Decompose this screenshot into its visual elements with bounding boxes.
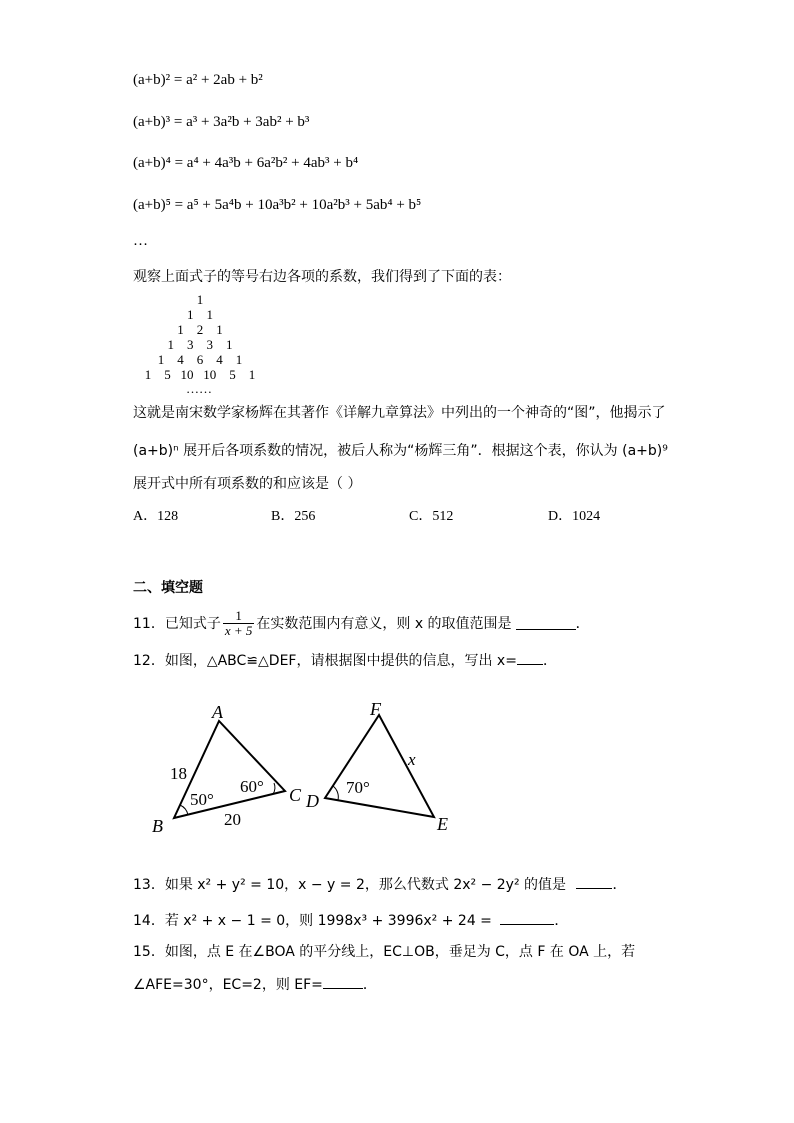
q11-prefix: 11．已知式子 xyxy=(133,616,221,632)
section-title: 二、填空题 xyxy=(133,580,203,596)
q12-end: ． xyxy=(542,653,557,669)
question-11 xyxy=(133,606,590,640)
pascal-row-5: 1 4 6 4 1 xyxy=(157,352,243,367)
pascal-row-1: 1 xyxy=(196,292,204,307)
q11-end: ． xyxy=(575,616,590,632)
label-angle-b: 50° xyxy=(190,790,214,809)
label-side-ab: 18 xyxy=(170,764,187,783)
q13-answer-blank[interactable] xyxy=(576,876,612,889)
binomial-line-3: (a+b)³ = a³ + 3a²b + 3ab² + b³ xyxy=(133,114,310,130)
binomial-line-4: (a+b)⁴ = a⁴ + 4a³b + 6a²b² + 4ab³ + b⁴ xyxy=(133,155,359,171)
q14-end: ． xyxy=(554,913,569,929)
pascal-row-4: 1 3 3 1 xyxy=(167,337,233,352)
question-15-line-2 xyxy=(133,974,377,994)
option-b: B．256 xyxy=(271,509,316,524)
q11-answer-blank[interactable] xyxy=(516,617,576,630)
label-d: D xyxy=(306,791,319,811)
label-angle-d: 70° xyxy=(346,778,370,797)
q11-denominator: x + 5 xyxy=(224,622,253,638)
q12-text: 12．如图，△ABC≌△DEF，请根据图中提供的信息，写出 x= xyxy=(133,653,517,669)
q15-text: ∠AFE=30°，EC=2，则 EF= xyxy=(133,977,323,993)
binomial-line-5: (a+b)⁵ = a⁵ + 5a⁴b + 10a³b² + 10a²b³ + 5ab⁴ + b⁵ xyxy=(133,197,422,213)
q11-fraction xyxy=(223,609,255,638)
label-side-bc: 20 xyxy=(224,810,241,829)
q13-text: 13．如果 x² + y² = 10，x − y = 2，那么代数式 2x² − 2y² 的值是 xyxy=(133,877,567,893)
pascal-row-3: 1 2 1 xyxy=(177,322,223,337)
label-a: A xyxy=(212,702,223,722)
label-c: C xyxy=(289,785,302,805)
pascal-dots: …… xyxy=(186,381,212,396)
q11-text: 在实数范围内有意义，则 x 的取值范围是 xyxy=(256,616,512,632)
angle-b-arc xyxy=(180,805,188,815)
triangle-def xyxy=(325,715,434,817)
question-12 xyxy=(133,650,557,670)
label-e: E xyxy=(437,814,448,834)
q14-answer-blank[interactable] xyxy=(500,912,554,925)
q12-answer-blank[interactable] xyxy=(517,652,543,665)
q11-numerator: 1 xyxy=(223,609,255,624)
option-a: A．128 xyxy=(133,509,179,524)
paragraph-line-1: 这就是南宋数学家杨辉在其著作《详解九章算法》中列出的一个神奇的“图”，他揭示了 xyxy=(133,405,666,421)
option-d: D．1024 xyxy=(548,509,601,524)
label-b: B xyxy=(152,816,163,836)
question-15-line-1: 15．如图，点 E 在∠BOA 的平分线上，EC⊥OB，垂足为 C，点 F 在 OA 上，若 xyxy=(133,944,636,960)
q13-end: ． xyxy=(612,877,627,893)
angle-c-arc xyxy=(273,783,275,794)
paragraph-line-3: 展开式中所有项系数的和应该是（ ） xyxy=(133,476,362,492)
angle-d-arc xyxy=(333,786,338,800)
q15-end: ． xyxy=(362,977,377,993)
question-13 xyxy=(133,874,626,894)
question-14 xyxy=(133,910,568,930)
ellipsis: … xyxy=(133,233,148,249)
paragraph-line-2: (a+b)ⁿ 展开后各项系数的情况，被后人称为“杨辉三角”．根据这个表，你认为 (a+b)⁹ xyxy=(133,443,668,459)
pascal-row-2: 1 1 xyxy=(187,307,213,322)
option-c: C．512 xyxy=(409,509,454,524)
binomial-line-2: (a+b)² = a² + 2ab + b² xyxy=(133,72,263,88)
pascal-row-6: 1 5 10 10 5 1 xyxy=(144,367,256,382)
label-f: F xyxy=(370,699,381,719)
label-angle-c: 60° xyxy=(240,777,264,796)
label-side-fe: x xyxy=(408,750,416,769)
observe-text: 观察上面式子的等号右边各项的系数，我们得到了下面的表： xyxy=(133,269,511,285)
q14-text: 14．若 x² + x − 1 = 0，则 1998x³ + 3996x² + 24 = xyxy=(133,913,492,929)
triangles-figure xyxy=(140,695,470,840)
q15-answer-blank[interactable] xyxy=(323,976,363,989)
